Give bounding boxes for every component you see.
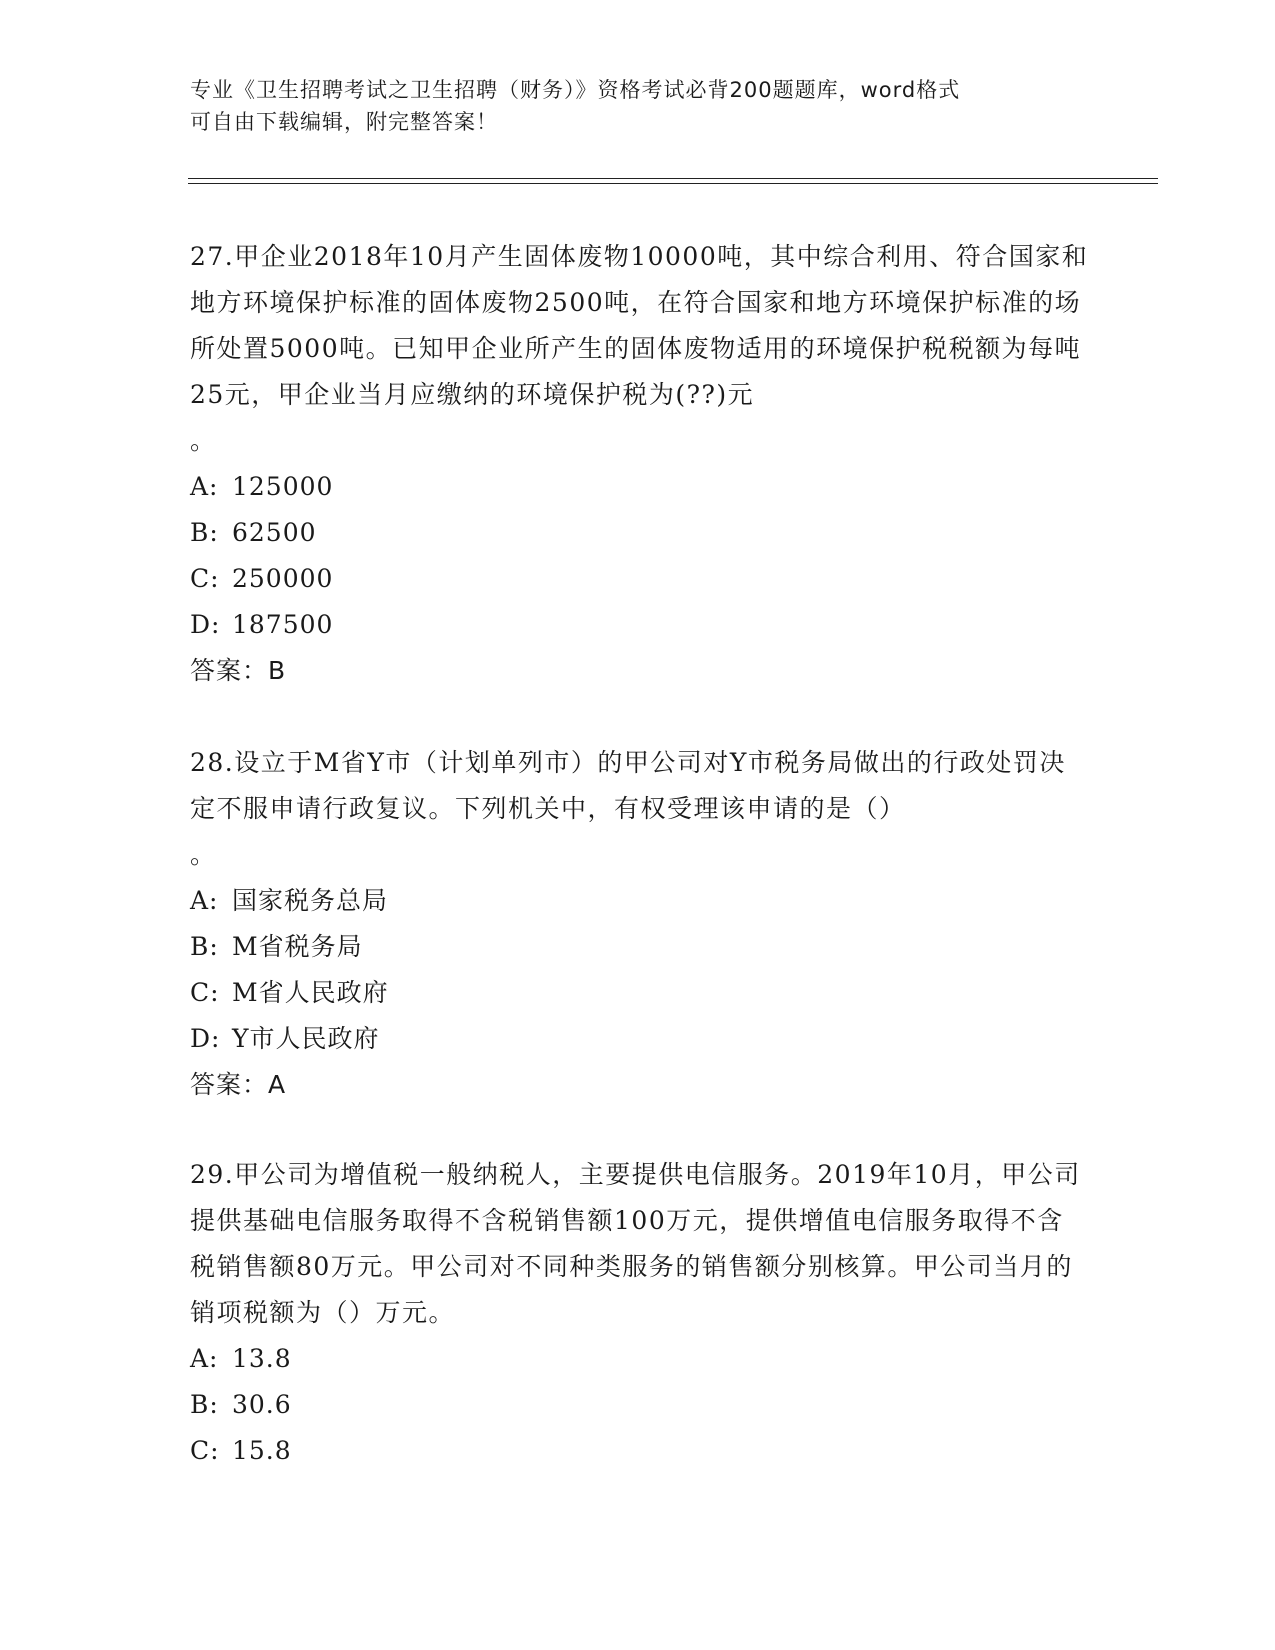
question-stem: [190, 234, 1090, 464]
question-29: [190, 1152, 1090, 1474]
option-key: A:: [190, 472, 219, 501]
header-divider-top: [188, 178, 1158, 179]
header-line-2: 可自由下载编辑，附完整答案！: [190, 110, 498, 134]
option-text: 13.8: [232, 1344, 292, 1373]
option-a: [190, 1336, 1090, 1382]
option-d: [190, 1016, 1090, 1062]
option-text: M省税务局: [232, 932, 363, 961]
option-key: B:: [190, 518, 219, 547]
option-a: [190, 464, 1090, 510]
option-b: [190, 510, 1090, 556]
option-text: 187500: [232, 610, 334, 639]
option-text: 15.8: [232, 1436, 292, 1465]
option-key: A:: [190, 1344, 219, 1373]
option-b: [190, 924, 1090, 970]
option-key: B:: [190, 1390, 219, 1419]
option-d: [190, 602, 1090, 648]
option-c: [190, 970, 1090, 1016]
option-text: 30.6: [232, 1390, 292, 1419]
option-text: M省人民政府: [232, 978, 389, 1007]
header-line-1: 专业《卫生招聘考试之卫生招聘（财务）》资格考试必背200题题库，word格式: [190, 78, 961, 102]
option-text: 250000: [232, 564, 334, 593]
answer: 答案：B: [190, 656, 287, 685]
option-c: [190, 556, 1090, 602]
document-header: [190, 74, 1080, 138]
header-divider-bottom: [188, 183, 1158, 184]
option-text: Y市人民政府: [232, 1024, 380, 1053]
option-key: C:: [190, 978, 220, 1007]
question-28: [190, 740, 1090, 1108]
question-stem-text: 29.甲公司为增值税一般纳税人，主要提供电信服务。2019年10月，甲公司提供基础电信服务取得不含税销售额100万元，提供增值电信服务取得不含税销售额80万元。甲公司对不同种类服务的销售额分别核算。甲公司当月的销项税额为（）万元。: [190, 1160, 1081, 1327]
option-key: A:: [190, 886, 219, 915]
option-a: [190, 878, 1090, 924]
question-stem: [190, 740, 1090, 878]
question-stem-end: 。: [190, 840, 217, 869]
option-text: 国家税务总局: [232, 886, 389, 915]
option-c: [190, 1428, 1090, 1474]
option-key: C:: [190, 564, 220, 593]
question-stem-end: 。: [190, 426, 217, 455]
option-b: [190, 1382, 1090, 1428]
answer: 答案：A: [190, 1070, 287, 1099]
option-key: D:: [190, 1024, 221, 1053]
question-27: [190, 234, 1090, 694]
option-text: 62500: [232, 518, 317, 547]
question-stem: [190, 1152, 1090, 1336]
option-key: C:: [190, 1436, 220, 1465]
option-key: D:: [190, 610, 221, 639]
option-key: B:: [190, 932, 219, 961]
question-stem-text: 27.甲企业2018年10月产生固体废物10000吨，其中综合利用、符合国家和地方环境保护标准的固体废物2500吨，在符合国家和地方环境保护标准的场所处置5000吨。已知甲企业所产生的固体废物适用的环境保护税税额为每吨25元，甲企业当月应缴纳的环境保护税为(??)元: [190, 242, 1089, 409]
option-text: 125000: [232, 472, 334, 501]
question-stem-text: 28.设立于M省Y市（计划单列市）的甲公司对Y市税务局做出的行政处罚决定不服申请行政复议。下列机关中，有权受理该申请的是（）: [190, 748, 1066, 823]
